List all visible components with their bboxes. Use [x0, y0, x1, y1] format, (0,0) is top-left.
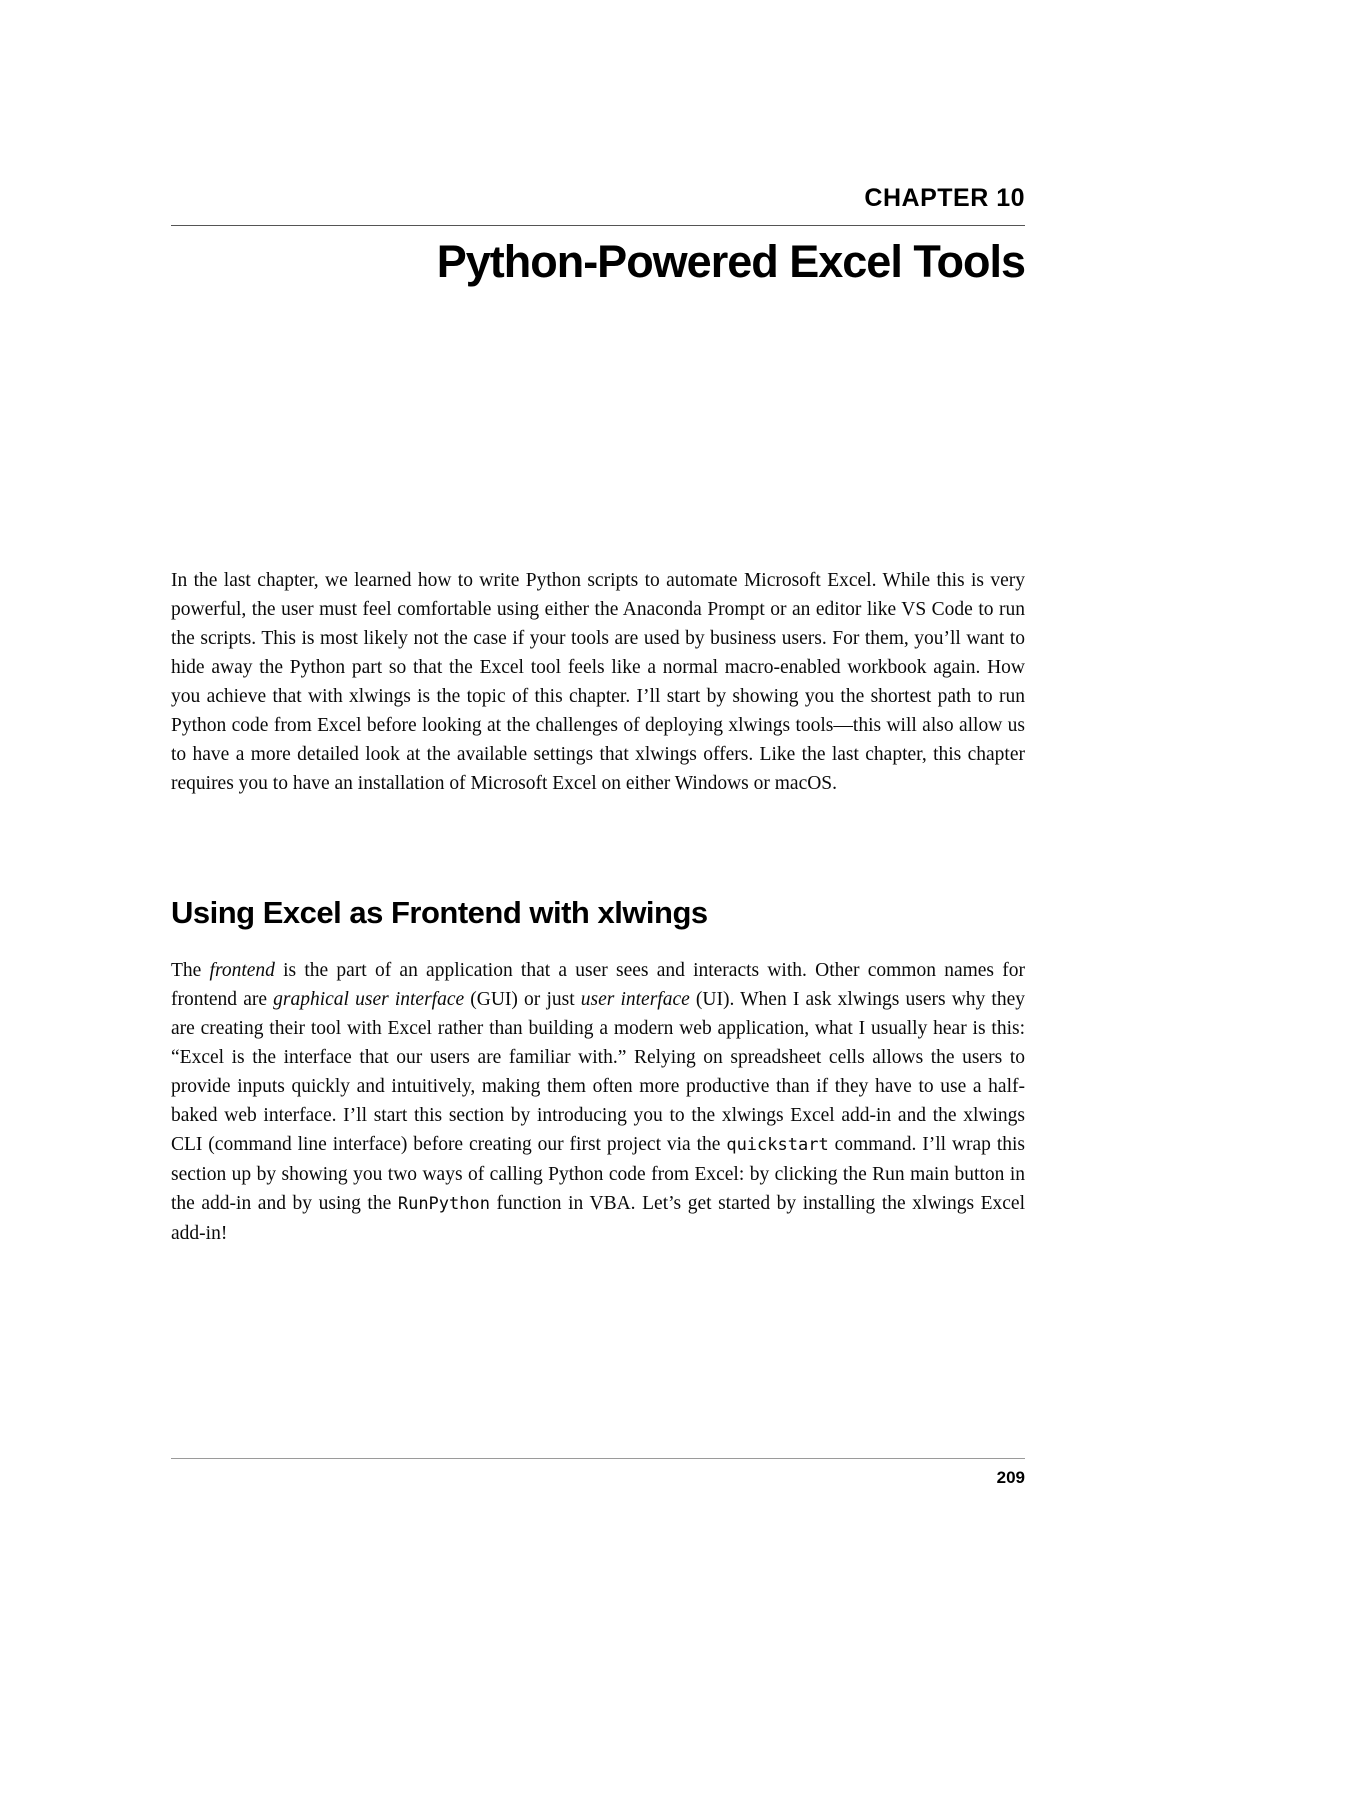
page-number: 209	[996, 1468, 1025, 1487]
section-paragraph	[171, 956, 1025, 1248]
text-run: (UI). When I ask xlwings users why they are creating their tool with Excel rather than building a modern web application, what I usually hear is this: “Excel is the interface that our users are familiar with.” Relying on spreadsheet cells allows the users to provide inputs quickly and intuitively, making them often more productive than if they have to use a half-baked web interface. I’ll start this section by introducing you to the xlwings Excel add-in and the xlwings CLI (command line interface) before creating our first project via the	[171, 989, 1025, 1155]
code-run: RunPython	[397, 1194, 490, 1214]
page-footer	[171, 1458, 1025, 1488]
text-run: (GUI) or just	[464, 989, 581, 1010]
footer-divider	[171, 1458, 1025, 1459]
code-run: quickstart	[726, 1135, 829, 1155]
text-run: function in VBA. Let’s get started by installing the xlwings Excel add-in!	[171, 1193, 1026, 1244]
text-run: The	[171, 960, 210, 981]
section-heading: Using Excel as Frontend with xlwings	[171, 895, 708, 930]
italic-run: frontend	[209, 960, 275, 981]
chapter-header	[171, 186, 1025, 285]
italic-run: graphical user interface	[273, 989, 465, 1010]
chapter-title: Python-Powered Excel Tools	[436, 236, 1025, 287]
text-run: command. I’ll wrap this section up by showing you two ways of calling Python code from Excel: by clicking the Run main button in the add-in and by using the	[171, 1134, 1026, 1214]
intro-paragraph: In the last chapter, we learned how to write Python scripts to automate Microsoft Excel. While this is very powerful, the user must feel comfortable using either the Anaconda Prompt or an editor like VS Code to run the scripts. This is most likely not the case if your tools are used by business users. For them, you’ll want to hide away the Python part so that the Excel tool feels like a normal macro-enabled workbook again. How you achieve that with xlwings is the topic of this chapter. I’ll start by showing you the shortest path to run Python code from Excel before looking at the challenges of deploying xlwings tools—this will also allow us to have a more detailed look at the available settings that xlwings offers. Like the last chapter, this chapter requires you to have an installation of Microsoft Excel on either Windows or macOS.	[171, 570, 1025, 794]
italic-run: user interface	[580, 989, 690, 1010]
text-run: is the part of an application that a user sees and interacts with. Other common names for frontend are	[171, 960, 1025, 1010]
chapter-label: CHAPTER 10	[864, 184, 1025, 212]
chapter-divider	[171, 225, 1025, 226]
